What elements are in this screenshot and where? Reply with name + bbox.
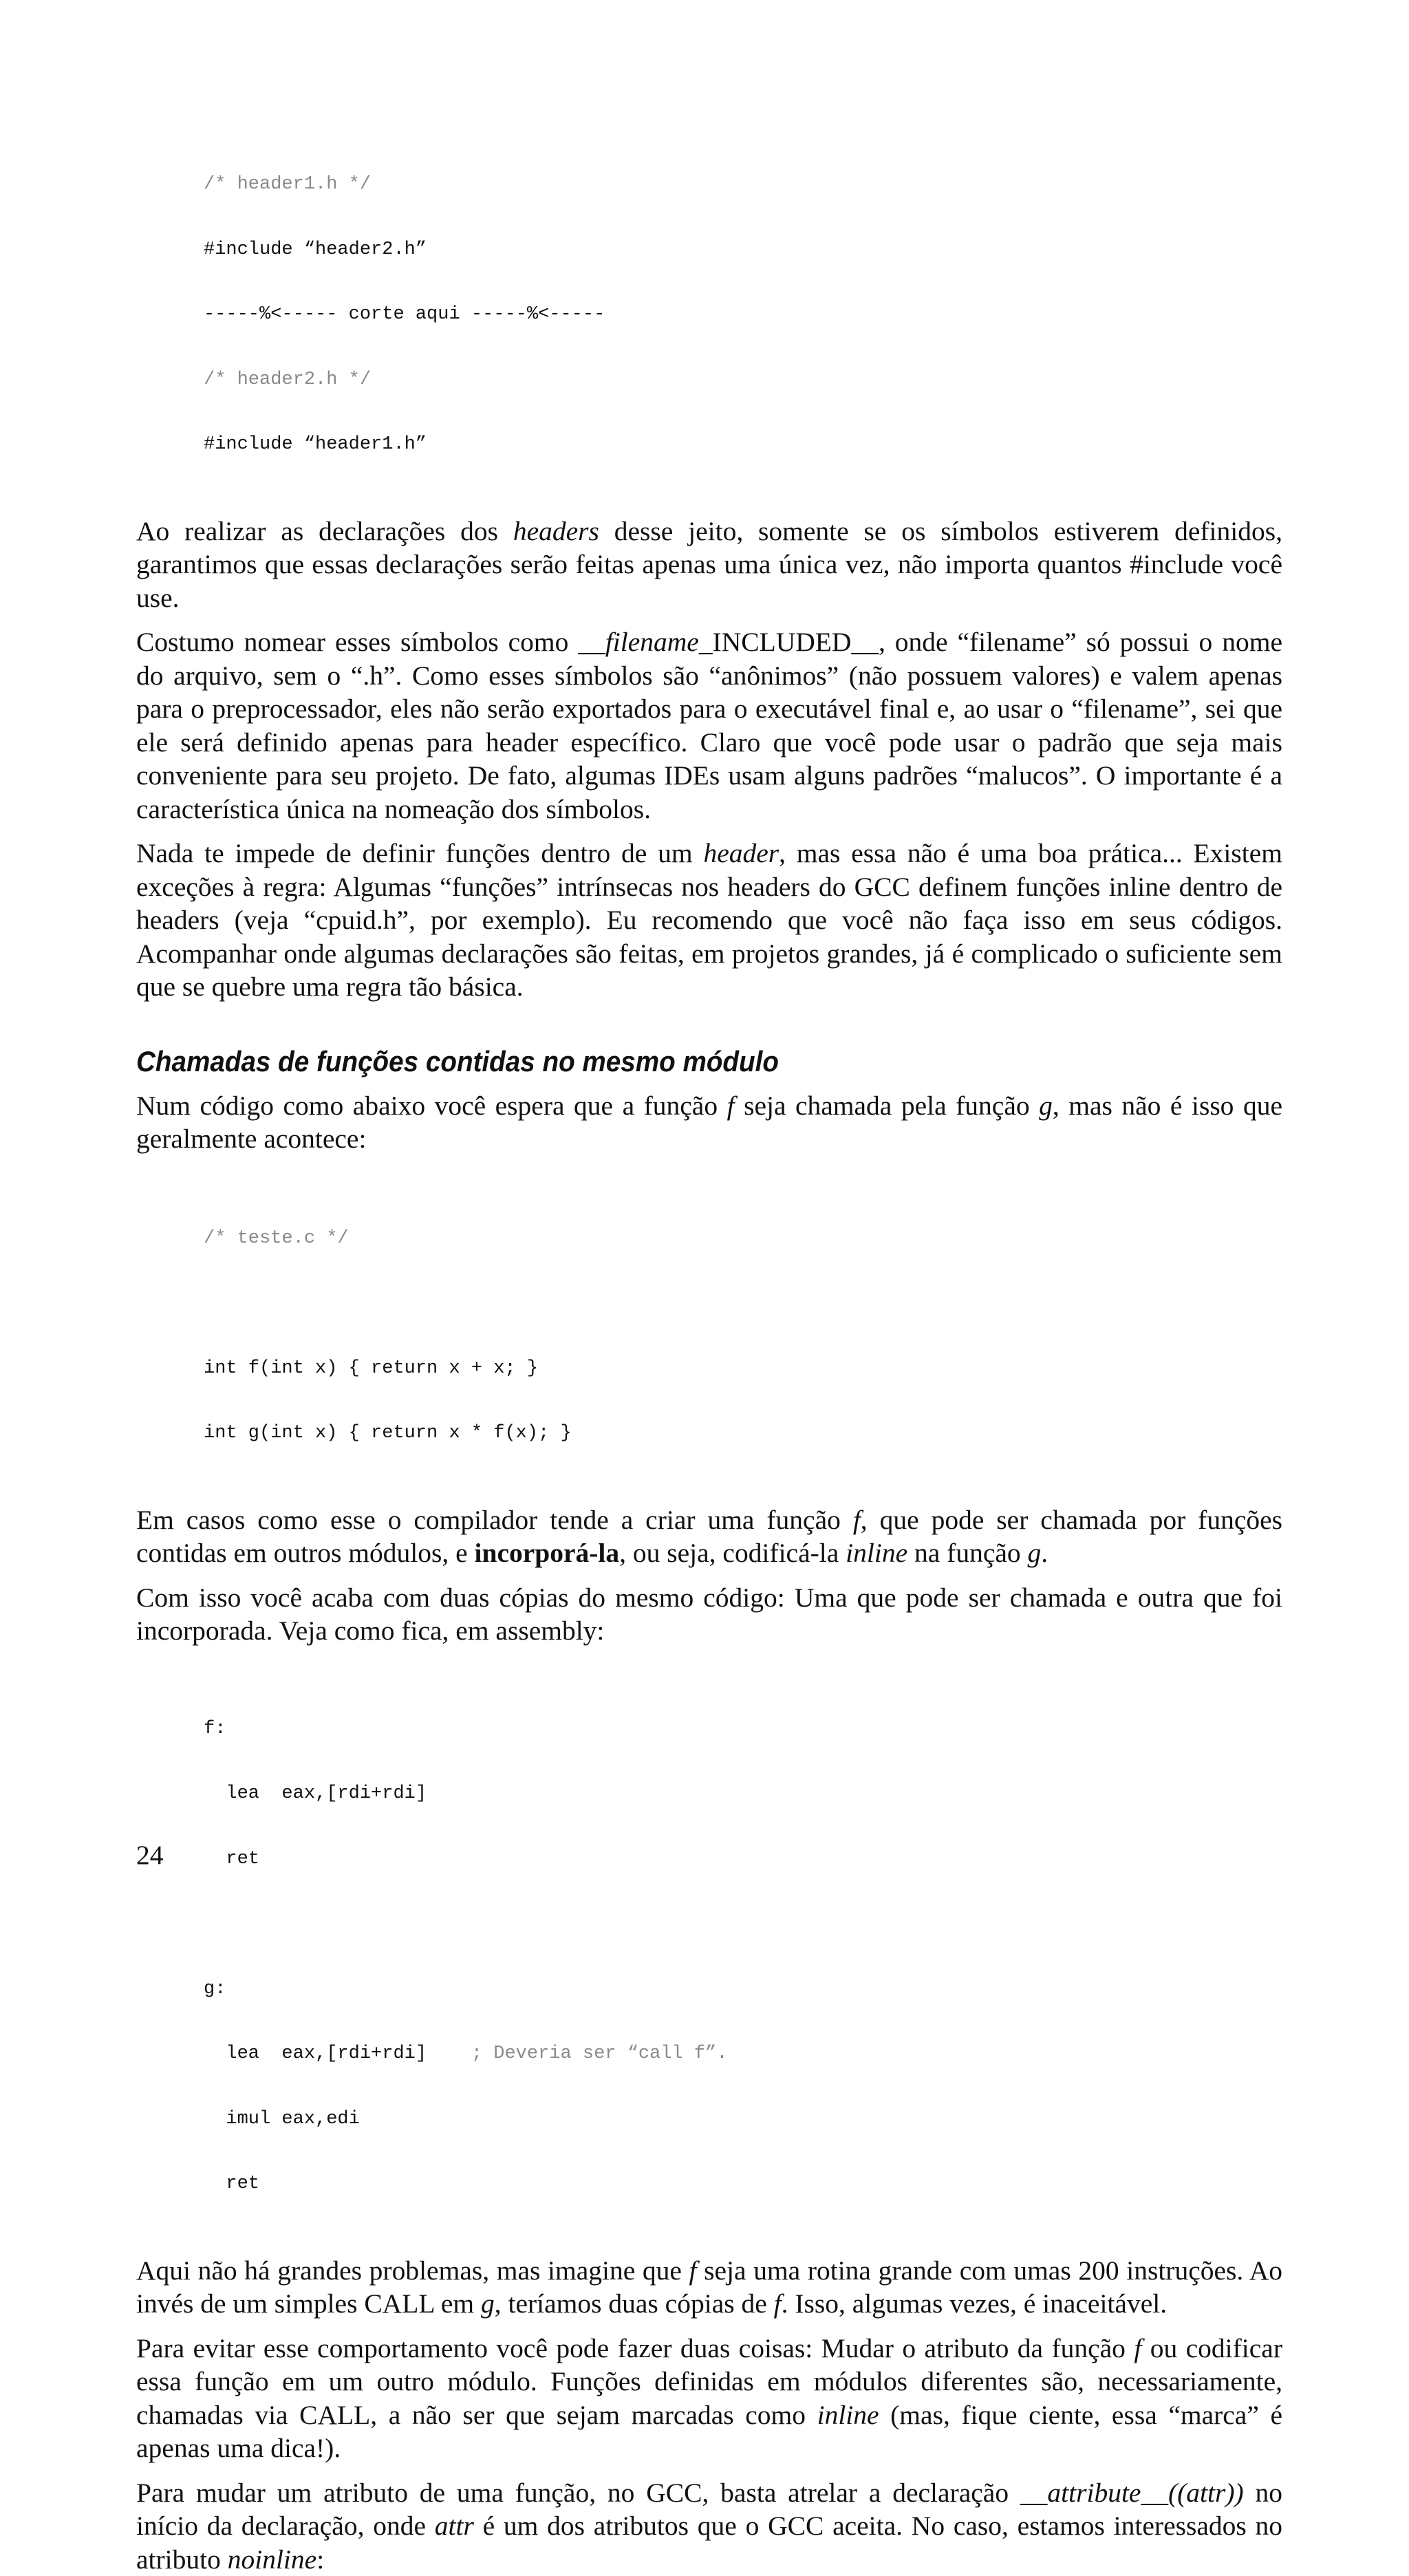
paragraph-3: Nada te impede de definir funções dentro de um header, mas essa não é uma boa prática... Existem exceções à regra: Algumas “funções” intrínsecas nos headers do GCC definem funções inline dentro de headers (veja “cpuid.h”, por exemplo). Eu recomendo que você não faça isso em seus códigos. Acompanhar onde algumas declarações são feitas, em projetos grandes, já é complicado o suficiente sem que se quebre uma regra tão básica.: [136, 837, 1282, 1004]
code-line: ret: [204, 2174, 1282, 2196]
code-line: #include “header1.h”: [204, 434, 1282, 456]
code-line: f:: [204, 1719, 1282, 1741]
code-line: int g(int x) { return x * f(x); }: [204, 1423, 1282, 1445]
code-line: int f(int x) { return x + x; }: [204, 1358, 1282, 1380]
code-line: /* header1.h */: [204, 174, 1282, 196]
paragraph-6: Com isso você acaba com duas cópias do mesmo código: Uma que pode ser chamada e outra que foi incorporada. Veja como fica, em assembly:: [136, 1581, 1282, 1648]
code-comment: ; Deveria ser “call f”.: [471, 2043, 728, 2064]
paragraph-8: Para evitar esse comportamento você pode fazer duas coisas: Mudar o atributo da função f ou codificar essa função em um outro módulo. Funções definidas em módulos diferentes são, necessariamente, chamadas via CALL, a não ser que sejam marcadas como inline (mas, fique ciente, essa “marca” é apenas uma dica!).: [136, 2332, 1282, 2465]
section-heading: Chamadas de funções contidas no mesmo módulo: [136, 1044, 1191, 1080]
code-block-teste-c: [204, 1185, 1282, 1488]
code-line: lea eax,[rdi+rdi]: [204, 1783, 1282, 1805]
paragraph-7: Aqui não há grandes problemas, mas imagine que f seja uma rotina grande com umas 200 instruções. Ao invés de um simples CALL em g, teríamos duas cópias de f. Isso, algumas vezes, é inaceitável.: [136, 2254, 1282, 2321]
code-line: [204, 1293, 1282, 1315]
code-line: g:: [204, 1979, 1282, 2001]
page-number: 24: [136, 1838, 164, 1871]
code-line: -----%<----- corte aqui -----%<-----: [204, 304, 1282, 326]
code-line: [204, 1913, 1282, 1935]
code-line: imul eax,edi: [204, 2109, 1282, 2131]
code-line: ret: [204, 1849, 1282, 1871]
paragraph-2: Costumo nomear esses símbolos como __filename_INCLUDED__, onde “filename” só possui o nome do arquivo, sem o “.h”. Como esses símbolos são “anônimos” (não possuem valores) e valem apenas para o preprocessador, eles não serão exportados para o executável final e, ao usar o “filename”, sei que ele será definido apenas para header específico. Claro que você pode usar o padrão que seja mais conveniente para seu projeto. De fato, algumas IDEs usam alguns padrões “malucos”. O importante é a característica única na nomeação dos símbolos.: [136, 625, 1282, 826]
code-block-headers: [204, 131, 1282, 500]
paragraph-9: Para mudar um atributo de uma função, no GCC, basta atrelar a declaração __attribute__((attr)) no início da declaração, onde attr é um dos atributos que o GCC aceita. No caso, estamos interessados no atributo noinline:: [136, 2476, 1282, 2576]
paragraph-1: Ao realizar as declarações dos headers desse jeito, somente se os símbolos estiverem definidos, garantimos que essas declarações serão feitas apenas uma única vez, não importa quantos #include você use.: [136, 515, 1282, 615]
code-line: lea eax,[rdi+rdi] ; Deveria ser “call f”.: [204, 2043, 1282, 2065]
code-line: /* header2.h */: [204, 369, 1282, 391]
paragraph-4: Num código como abaixo você espera que a função f seja chamada pela função g, mas não é isso que geralmente acontece:: [136, 1089, 1282, 1156]
code-line: /* teste.c */: [204, 1228, 1282, 1250]
paragraph-5: Em casos como esse o compilador tende a criar uma função f, que pode ser chamada por funções contidas em outros módulos, e incorporá-la, ou seja, codificá-la inline na função g.: [136, 1503, 1282, 1570]
code-line: #include “header2.h”: [204, 239, 1282, 261]
code-block-assembly: [204, 1675, 1282, 2239]
